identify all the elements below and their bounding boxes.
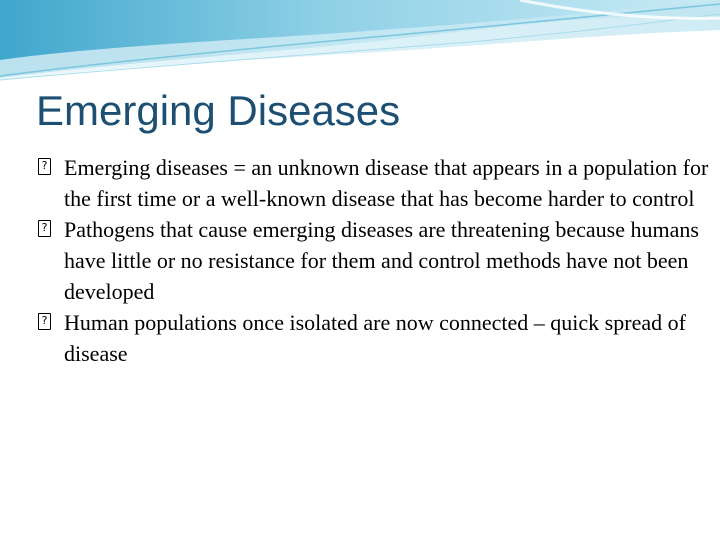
bullet-item	[36, 214, 710, 307]
header-wave-decoration	[0, 0, 720, 90]
missing-glyph-icon	[38, 220, 51, 237]
bullet-text: Pathogens that cause emerging diseases are threatening because humans have little or no resistance for them and control methods have not been developed	[64, 217, 699, 304]
missing-glyph-icon	[38, 313, 51, 330]
bullet-text: Emerging diseases = an unknown disease that appears in a population for the first time or a well-known disease that has become harder to control	[64, 155, 709, 211]
slide-title: Emerging Diseases	[36, 87, 401, 134]
bullet-list	[36, 152, 710, 369]
bullet-item	[36, 152, 710, 214]
missing-glyph-icon	[38, 158, 51, 175]
bullet-text: Human populations once isolated are now connected – quick spread of disease	[64, 310, 686, 366]
bullet-item	[36, 307, 710, 369]
